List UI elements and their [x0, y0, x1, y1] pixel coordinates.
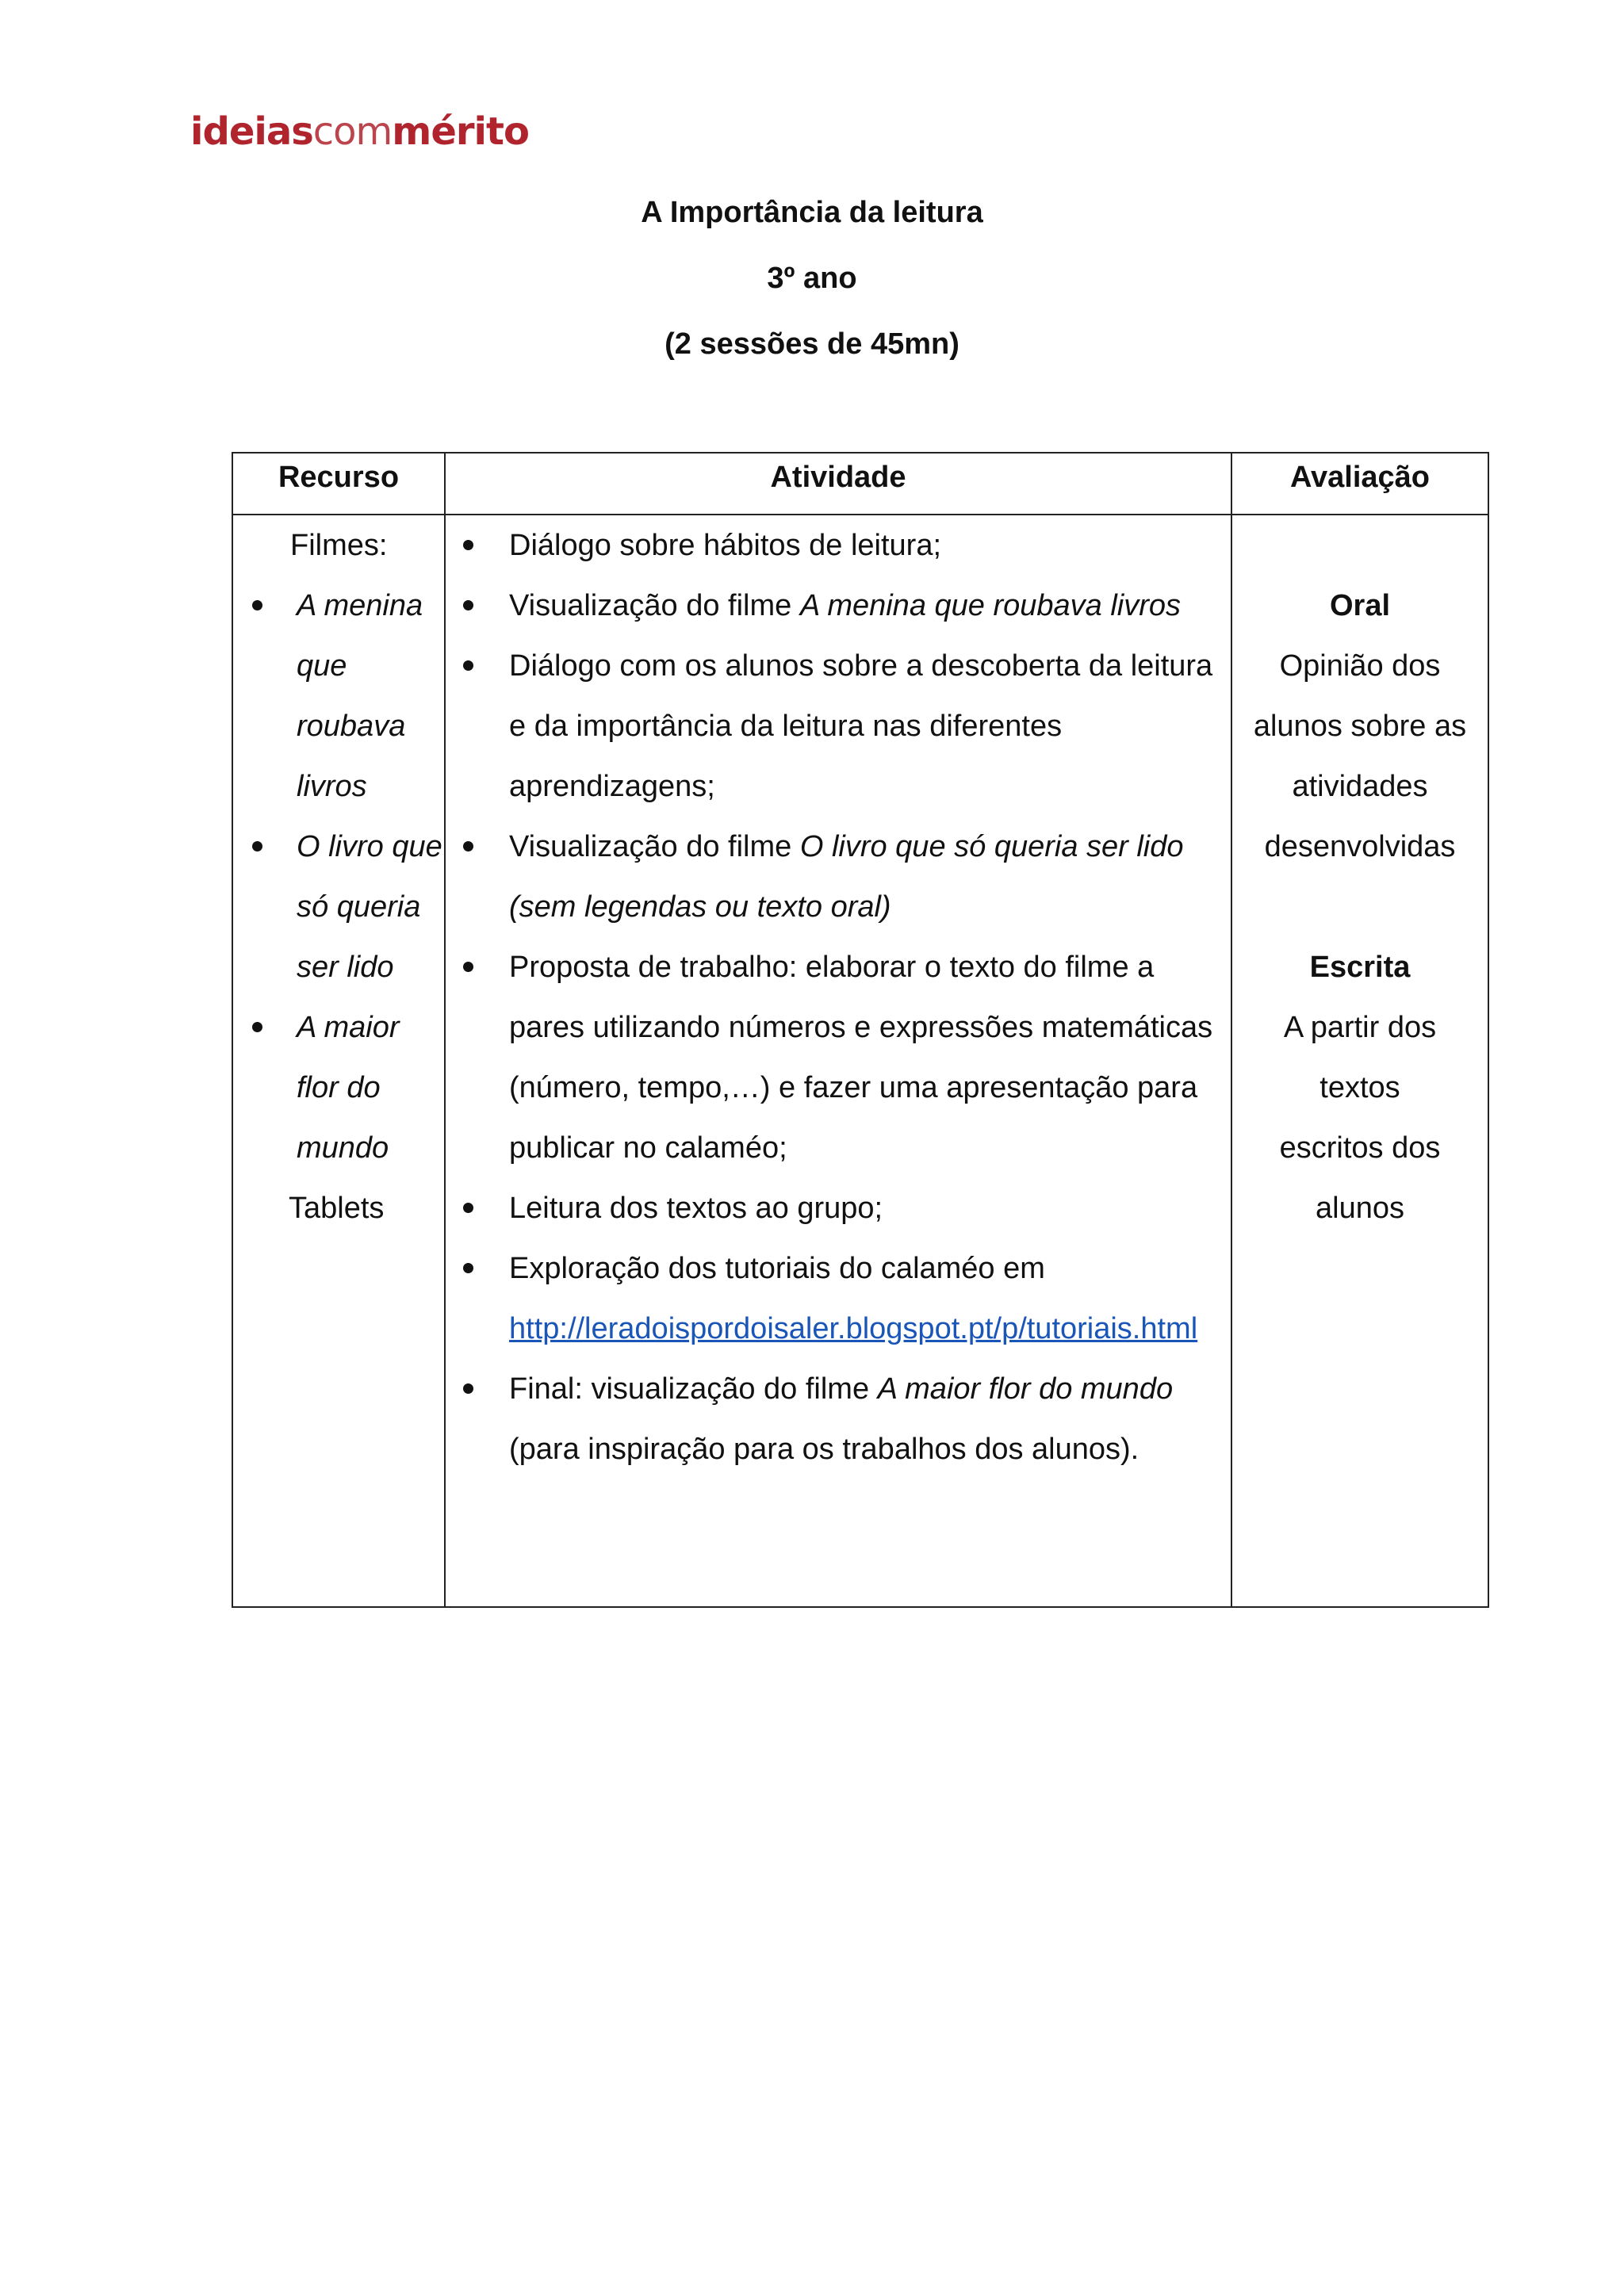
activity-text: Exploração dos tutoriais do calaméo em	[509, 1252, 1045, 1285]
escrita-title: Escrita	[1309, 951, 1411, 984]
document-title: A Importância da leitura	[641, 196, 983, 229]
activity-item	[446, 1359, 1231, 1479]
film-item: A menina que roubava livros	[233, 576, 444, 817]
activity-film-title: A maior flor do mundo	[877, 1372, 1174, 1406]
recurso-outro: Tablets	[289, 1192, 385, 1225]
recurso-cell	[233, 515, 444, 1238]
logo-part-ideias: ideias	[190, 109, 313, 154]
activity-text: (para inspiração para os trabalhos dos alunos).	[509, 1433, 1139, 1466]
activity-text: Proposta de trabalho: elaborar o texto do filme a pares utilizando números e expressões matemáticas (número, tempo,…) e fazer uma apresentação para publicar no calaméo;	[509, 951, 1213, 1165]
activity-item	[446, 636, 1231, 817]
logo-part-com: com	[312, 109, 393, 154]
film-item: O livro que só queria ser lido	[233, 817, 444, 997]
column-header-recurso: Recurso	[278, 461, 400, 494]
activity-list	[446, 515, 1231, 1479]
logo-part-merito: mérito	[392, 109, 529, 154]
column-header-atividade: Atividade	[770, 461, 906, 494]
document-sessions: (2 sessões de 45mn)	[665, 327, 959, 361]
tutorials-link[interactable]: http://leradoispordoisaler.blogspot.pt/p/tutoriais.html	[509, 1312, 1198, 1345]
activity-item	[446, 515, 1231, 576]
activity-item	[446, 817, 1231, 937]
activity-item	[446, 1178, 1231, 1238]
document-grade: 3º ano	[767, 262, 857, 295]
activity-text: Diálogo sobre hábitos de leitura;	[509, 529, 942, 562]
activity-item	[446, 1238, 1231, 1359]
film-list	[233, 576, 444, 1178]
activity-text: Final: visualização do filme	[509, 1372, 878, 1406]
spacer	[1232, 515, 1488, 576]
avaliacao-cell	[1232, 515, 1488, 1238]
activity-text: Visualização do filme	[509, 589, 800, 622]
atividade-cell	[446, 515, 1231, 1479]
escrita-text: A partir dos textos escritos dos alunos	[1279, 1011, 1441, 1225]
recurso-intro: Filmes:	[290, 529, 388, 562]
activity-text: Diálogo com os alunos sobre a descoberta da leitura e da importância da leitura nas diferentes aprendizagens;	[509, 649, 1213, 803]
activity-film-title: O livro que só queria ser lido (sem legendas ou texto oral)	[509, 830, 1184, 924]
logo	[190, 111, 529, 152]
lesson-table	[232, 452, 1489, 1608]
activity-text: Leitura dos textos ao grupo;	[509, 1192, 883, 1225]
spacer	[1232, 877, 1488, 937]
column-header-avaliacao: Avaliação	[1289, 461, 1431, 494]
activity-item	[446, 576, 1231, 636]
activity-film-title: A menina que roubava livros	[799, 589, 1182, 622]
oral-title: Oral	[1329, 589, 1391, 622]
film-item: A maior flor do mundo	[233, 997, 444, 1178]
activity-text: Visualização do filme	[509, 830, 800, 863]
activity-item	[446, 937, 1231, 1178]
oral-text: Opinião dos alunos sobre as atividades desenvolvidas	[1253, 649, 1467, 863]
